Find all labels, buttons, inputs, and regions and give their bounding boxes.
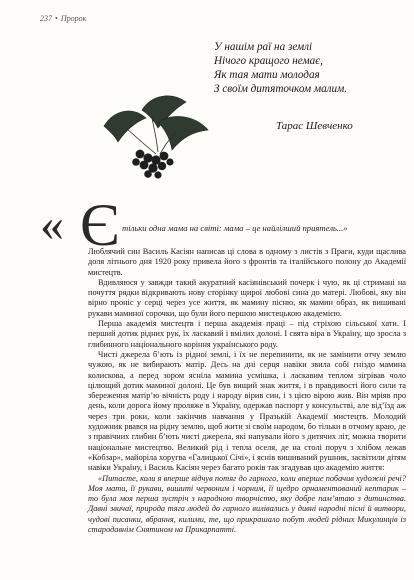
epigraph-author: Тарас Шевченко [276, 120, 353, 132]
open-quote-mark: « [40, 198, 64, 251]
epigraph-line: З своїм дитяточком малим. [214, 83, 348, 95]
paragraph: Люблячий син Василь Касіян написав ці слова в одному з листів з Праги, куди щаслива доля літнього дня 1920 року привела його з фронтів та італійського полону до Академії мистецтв. [88, 247, 406, 277]
epigraph-line: У нашім раї на землі [214, 41, 313, 53]
paragraph-quote: «Питаєте, коли я вперше відчув потяг до гарного, коли вперше побачив художні речі? Моя мати, її рукави, вишиті червоним і чорним, її щедро орнаментований кептарик – то була моя перша зустріч з народною творчістю, яку добре пам’ятаю з дитинства. Давні звичаї, природа тяга людей до гарного вилівались у дивні народні пісні й витвори, чудові писанки, вбрання, килими, те, що прикрашало побут людей рідних Микулинців із стародавнім Снятином на Прикарпатті. [88, 473, 406, 535]
drop-cap: Є [80, 192, 120, 258]
epigraph-line: Як тая мати молодая [214, 69, 320, 81]
opening-quote [40, 192, 406, 258]
paragraph: Чисті джерела б’ють із рідної землі, і їх не перепинити, як не замінити отчу землю чужою, як не вибирають матір. Десь на дні серця навіки звила собі гніздо мамина колискова, а перед зором ясніла мамина усмішка, і ласкавим теплом зігрівав чоло цілющий дотик маминої долоні. Це був вищий знак життя, і в правдивості його сили та збереження матір’ю вічність роду і народу вірив син, і з цією вірою жив. Він мріяв про день, коли дорога йому проляже в Україну, одержав паспорт у консульстві, але від’їзд аж через три роки, коли закінчив навчання у Празькій Академії мистецтв. Молодий художник рвався на рідну землю, щоб жити зі своїм народом, бо тільки в отчому краю, де з правічних глибин б’ють чисті джерела, які напували його з дитячих літ, можна творити національне мистецтво. Великий рід і тепла оселя, де на столі поруч з хлібом лежав «Кобзар», майоріла хоругва «Галицької Січі», і яснів вишиваний рушник, засвітили дітям навіки Україну, і Василь Касіян через багато років так згадував цю академію життя: [88, 349, 406, 473]
header-separator: • [55, 14, 58, 23]
epigraph [214, 40, 404, 96]
section-title: Пророк [60, 14, 87, 23]
page-number: 237 [40, 14, 52, 23]
paragraph: Вдивляюся у завжди такий акуратний касіянівський почерк і чую, як ці стримані на почуття рядки відкривають нову сторінку щирої любові сина до матері. Любові, яку він вірно проніс у серці через усе життя, як мамину пісню, як мамин образ, як вишивані рукави маминої сорочки, що були його першою мистецькою академією. [88, 277, 406, 318]
article-body [88, 247, 406, 535]
running-header [40, 14, 86, 23]
paragraph: Перша академія мистецтв і перша академія праці – під стріхою сільської хати. І перший дотик рідних рук, їх ласкавий і вмілих долоні. І свята віра в Україну, що зросла з глибинного національного коріння українського роду. [88, 319, 406, 349]
quote-text: тільки одна мама на світі: мама – це найлілший приятель...» [122, 223, 348, 233]
epigraph-line: Нічого кращого немає, [214, 55, 323, 67]
viburnum-branch-icon [96, 88, 216, 180]
